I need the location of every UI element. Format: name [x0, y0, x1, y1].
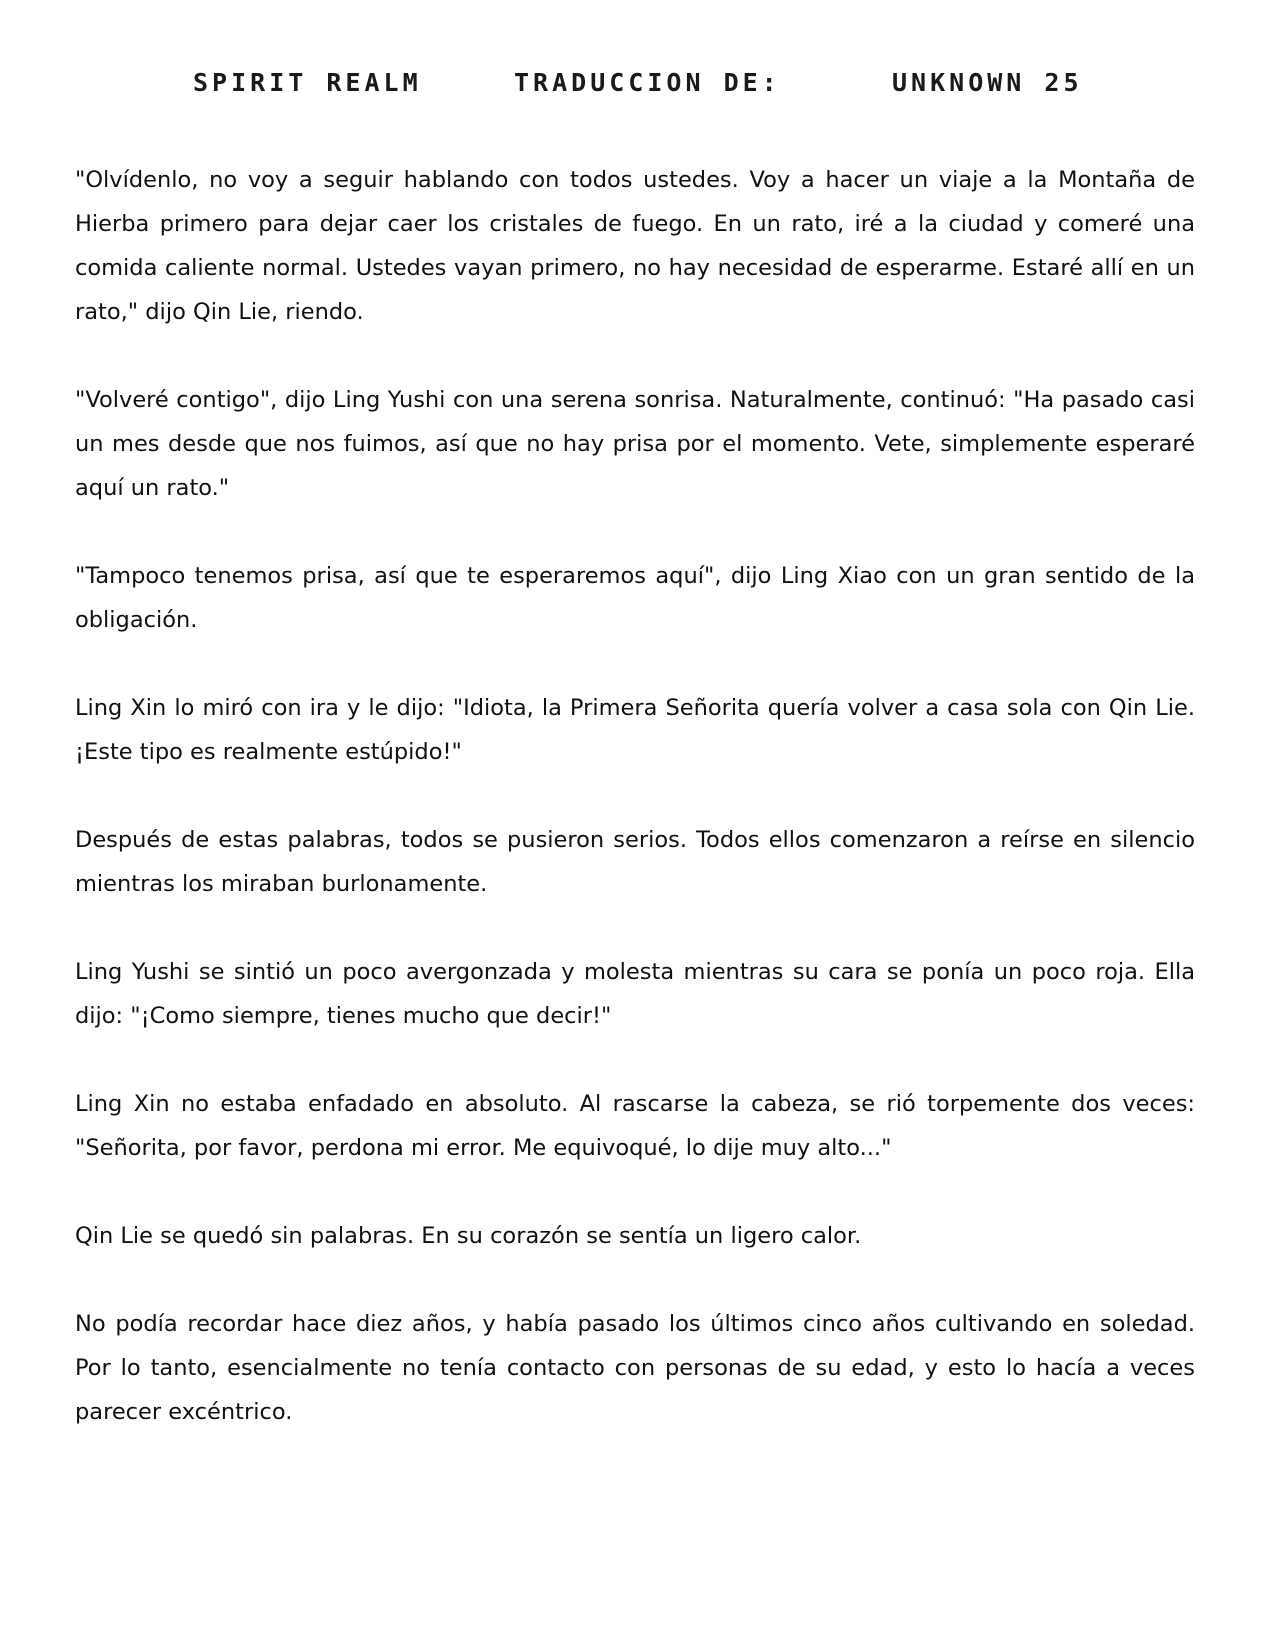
paragraph: Qin Lie se quedó sin palabras. En su corazón se sentía un ligero calor.: [75, 1223, 862, 1249]
paragraph: Después de estas palabras, todos se pusieron serios. Todos ellos comenzaron a reírse en silencio mientras los miraban burlonamente.: [75, 827, 1195, 897]
paragraph: "Tampoco tenemos prisa, así que te esperaremos aquí", dijo Ling Xiao con un gran sentido de la obligación.: [75, 563, 1195, 633]
document-body: [75, 158, 1195, 1478]
header-title: SPIRIT REALM: [193, 68, 422, 97]
paragraph: Ling Xin lo miró con ira y le dijo: "Idiota, la Primera Señorita quería volver a casa sola con Qin Lie. ¡Este tipo es realmente estúpido!": [75, 695, 1195, 765]
page-header: [0, 68, 1275, 108]
paragraph: Ling Xin no estaba enfadado en absoluto. Al rascarse la cabeza, se rió torpemente dos veces: "Señorita, por favor, perdona mi error. Me equivoqué, lo dije muy alto...": [75, 1091, 1195, 1161]
paragraph: No podía recordar hace diez años, y había pasado los últimos cinco años cultivando en soledad. Por lo tanto, esencialmente no tenía contacto con personas de su edad, y esto lo hacía a veces parecer excéntrico.: [75, 1311, 1195, 1425]
paragraph: Ling Yushi se sintió un poco avergonzada y molesta mientras su cara se ponía un poco roja. Ella dijo: "¡Como siempre, tienes mucho que decir!": [75, 959, 1195, 1029]
paragraph: "Olvídenlo, no voy a seguir hablando con todos ustedes. Voy a hacer un viaje a la Montaña de Hierba primero para dejar caer los cristales de fuego. En un rato, iré a la ciudad y comeré una comida caliente normal. Ustedes vayan primero, no hay necesidad de esperarme. Estaré allí en un rato," dijo Qin Lie, riendo.: [75, 167, 1195, 325]
paragraph: "Volveré contigo", dijo Ling Yushi con una serena sonrisa. Naturalmente, continuó: "Ha pasado casi un mes desde que nos fuimos, así que no hay prisa por el momento. Vete, simplemente esperaré aquí un rato.": [75, 387, 1195, 501]
header-translator: UNKNOWN 25: [892, 68, 1083, 97]
header-translation-label: TRADUCCION DE:: [514, 68, 781, 97]
